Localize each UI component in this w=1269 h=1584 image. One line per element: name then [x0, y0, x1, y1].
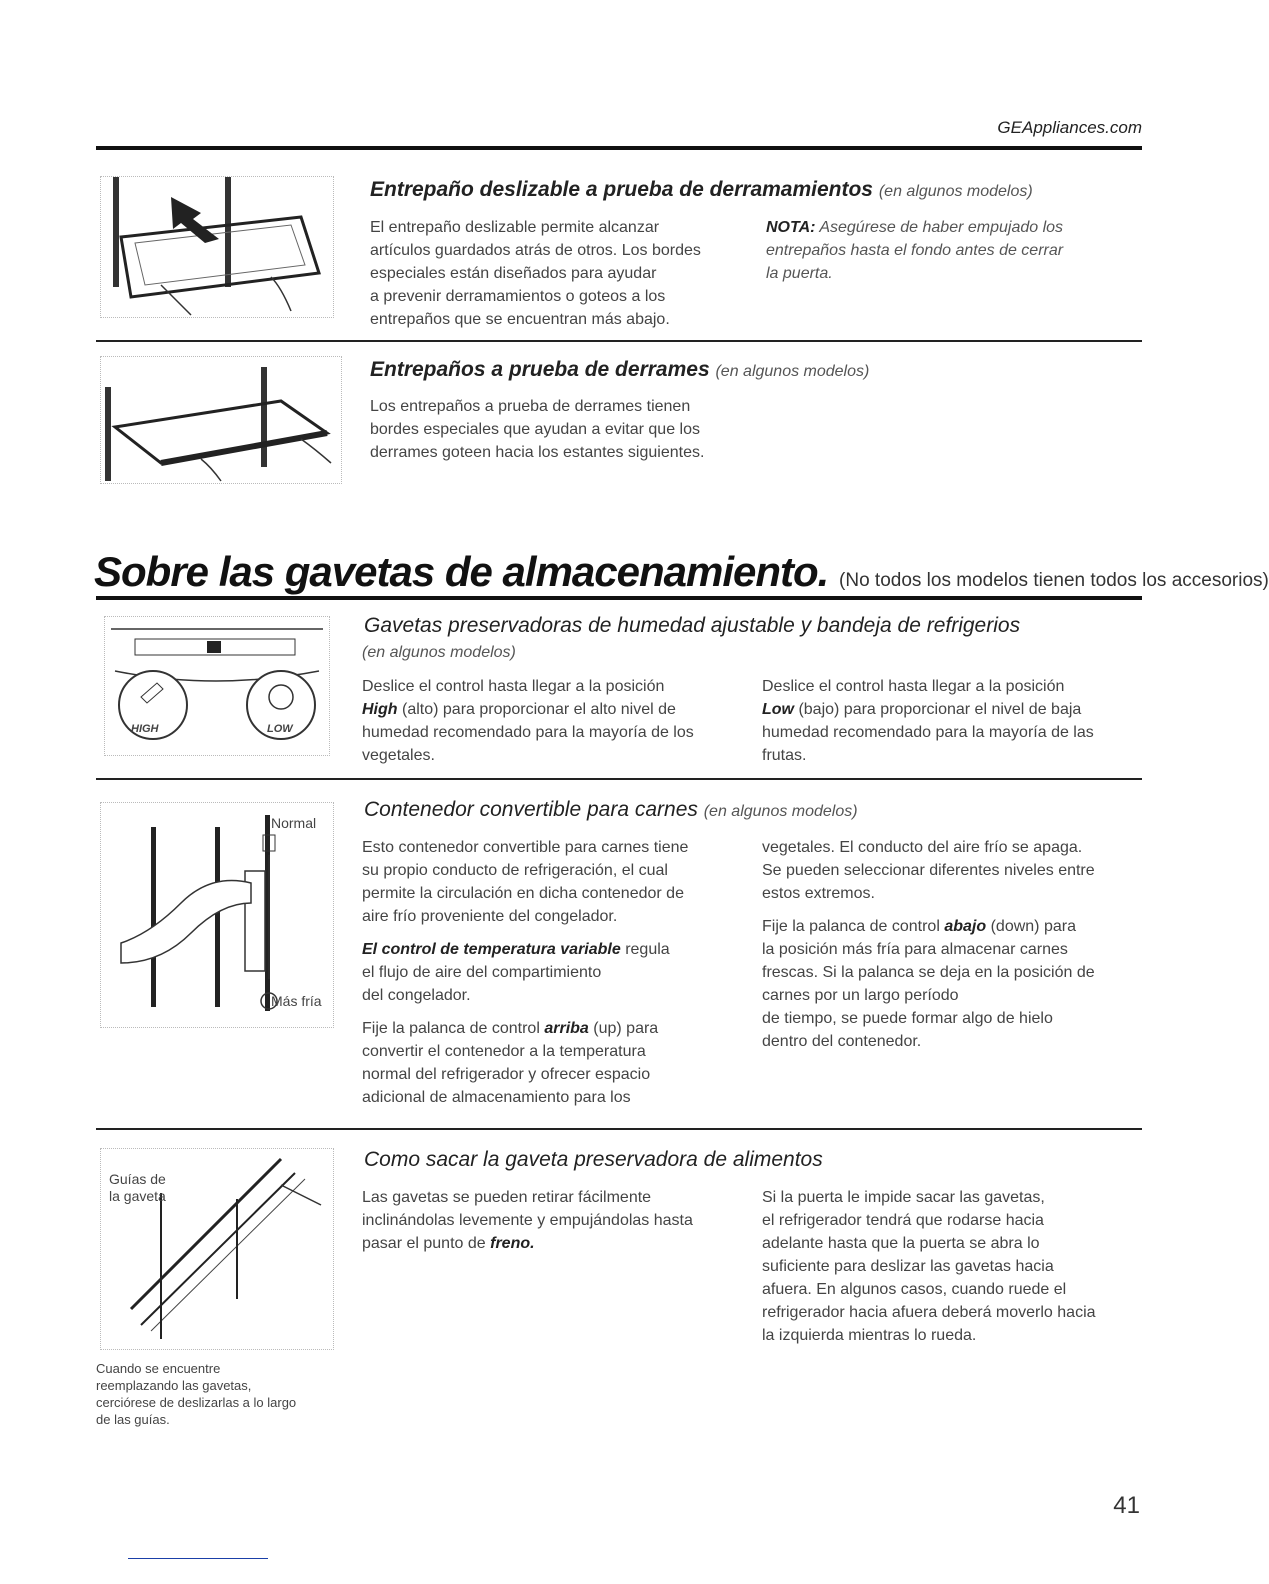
spillproof-title: Entrepaños a prueba de derrames (en algunos modelos) [370, 358, 870, 381]
removal-col2-text: Si la puerta le impide sacar las gavetas, el refrigerador tendrá que rodarse hacia adelante hasta que la puerta se abra lo suficiente para deslizar las gavetas hacia afuera. En algunos casos, cuando ruede el refrigerador hacia afuera deberá moverlo hacia la izquierda mientras lo rueda. [762, 1189, 1096, 1344]
coldest-label: Más fría [271, 993, 322, 1009]
high-label: HIGH [131, 723, 159, 735]
section-divider [96, 778, 1142, 780]
header-rule [96, 146, 1142, 150]
spillproof-shelf-illustration [100, 356, 342, 484]
meat-col1-text: Esto contenedor convertible para carnes tiene su propio conducto de refrigeración, el cual permite la circulación en dicha contenedor de aire frío proveniente del congelador. El control de temperatura variable regula el flujo de aire del compartimiento del congelador. Fije la palanca de control arriba (up) para convertir el contenedor a la temperatura normal del refrigerador y ofrecer espacio adicional de almacenamiento para los [362, 839, 689, 1106]
sliding-shelf-note: NOTA: Asegúrese de haber empujado los entrepaños hasta el fondo antes de cerrar la puerta. [766, 219, 1064, 282]
drawer-removal-illustration [100, 1148, 334, 1350]
humidity-left-text: Deslice el control hasta llegar a la posición High (alto) para proporcionar el alto nivel de humedad recomendado para la mayoría de los vegetales. [362, 678, 694, 764]
page-number: 41 [1113, 1492, 1140, 1519]
removal-title: Como sacar la gaveta preservadora de alimentos [364, 1148, 823, 1171]
sliding-shelf-body: El entrepaño deslizable permite alcanzar artículos guardados atrás de otros. Los bordes especiales están diseñados para ayudar a prevenir derramamientos o goteos a los entrepaños que se encuentran más abajo. [370, 219, 701, 328]
humidity-note: (en algunos modelos) [362, 644, 516, 661]
humidity-right-text: Deslice el control hasta llegar a la posición Low (bajo) para proporcionar el nivel de baja humedad recomendado para la mayoría de las frutas. [762, 678, 1094, 764]
footer-line [128, 1558, 268, 1559]
humidity-title: Gavetas preservadoras de humedad ajustable y bandeja de refrigerios [364, 614, 1021, 637]
section-divider [96, 1128, 1142, 1130]
storage-drawers-heading: Sobre las gavetas de almacenamiento. (No todos los modelos tienen todos los accesorios) [94, 548, 1269, 595]
removal-col1-text: Las gavetas se pueden retirar fácilmente inclinándolas levemente y empujándolas hasta pasar el punto de freno. [362, 1189, 693, 1252]
meat-title: Contenedor convertible para carnes (en algunos modelos) [364, 798, 858, 821]
heading-rule [96, 596, 1142, 600]
meat-drawer-illustration [100, 802, 334, 1028]
site-url: GEAppliances.com [997, 118, 1142, 137]
section-divider [96, 340, 1142, 342]
sliding-shelf-illustration [100, 176, 334, 318]
sliding-shelf-title: Entrepaño deslizable a prueba de derramamientos (en algunos modelos) [370, 178, 1033, 201]
meat-col2-text: vegetales. El conducto del aire frío se apaga. Se pueden seleccionar diferentes niveles entre estos extremos. Fije la palanca de control abajo (down) para la posición más fría para almacenar carnes frescas. Si la palanca se deja en la posición de carnes por un largo período de tiempo, se puede formar algo de hielo dentro del contenedor. [762, 839, 1095, 1050]
spillproof-body: Los entrepaños a prueba de derrames tienen bordes especiales que ayudan a evitar que los derrames goteen hacia los estantes siguientes. [370, 398, 705, 461]
humidity-control-illustration [104, 616, 330, 756]
low-label: LOW [267, 723, 293, 735]
removal-caption: Cuando se encuentre reemplazando las gavetas, cerciórese de deslizarlas a lo largo de las guías. [96, 1361, 297, 1427]
normal-label: Normal [271, 815, 317, 831]
guides-label: Guías de la gaveta [109, 1171, 166, 1204]
